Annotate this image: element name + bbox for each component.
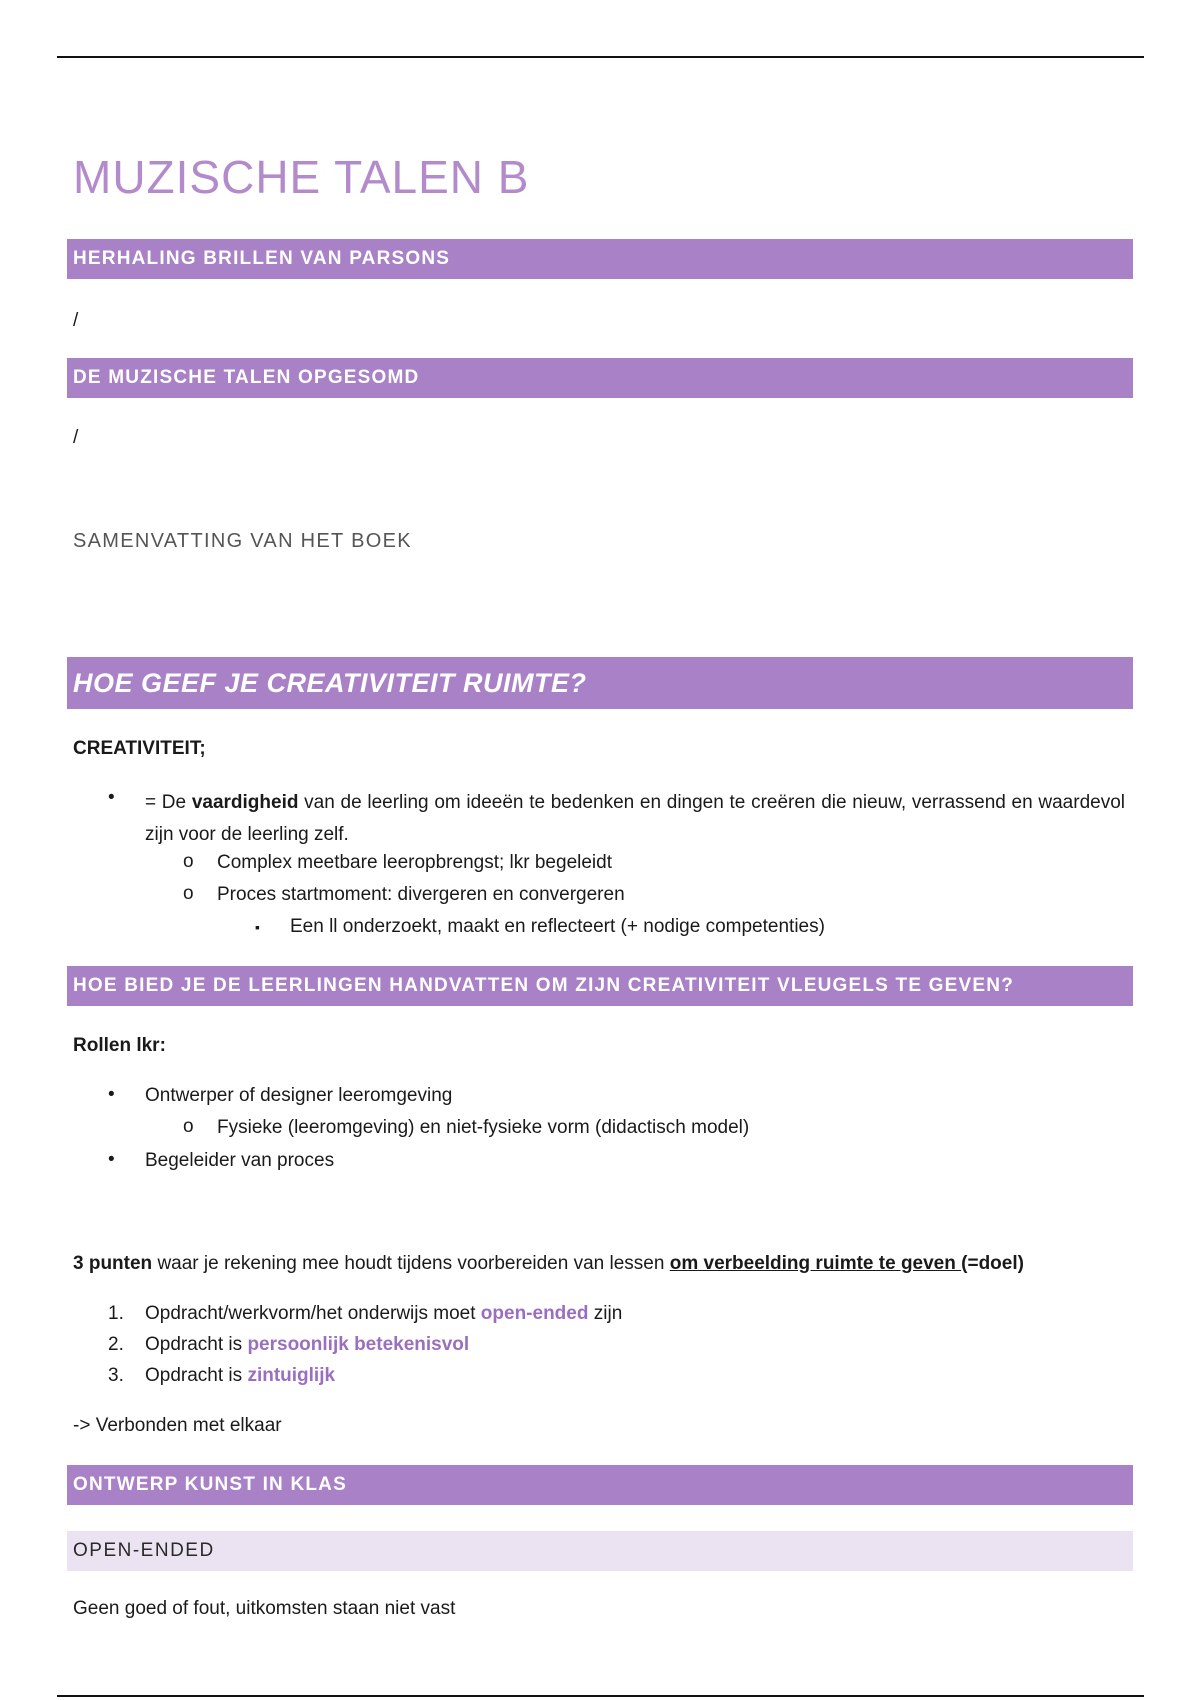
opgesomd-body: / <box>73 427 79 448</box>
bullet-circle-icon: o <box>183 851 194 872</box>
creativiteit-sub-1: Complex meetbare leeropbrengst; lkr begeleidt <box>217 852 612 873</box>
rollen-label-text: Rollen lkr: <box>73 1035 166 1056</box>
punten-num-3: 3. <box>108 1365 124 1386</box>
punten-item-1-highlight: open-ended <box>480 1303 589 1324</box>
heading-brillen: HERHALING BRILLEN VAN PARSONS <box>67 239 1133 279</box>
bullet-circle-icon: o <box>183 1116 194 1137</box>
bullet-square-icon: ▪ <box>255 919 260 935</box>
punten-underlined: om verbeelding ruimte te geven <box>669 1253 962 1274</box>
creativiteit-label-text: CREATIVITEIT; <box>73 738 206 759</box>
rollen-label <box>73 1034 166 1058</box>
punten-item-2 <box>145 1333 469 1357</box>
punten-item-2-highlight: persoonlijk betekenisvol <box>247 1334 470 1355</box>
creativiteit-definition <box>145 787 1125 851</box>
rollen-item-1: Ontwerper of designer leeromgeving <box>145 1085 453 1106</box>
punten-item-1 <box>145 1302 622 1326</box>
punten-mid: waar je rekening mee houdt tijdens voorbereiden van lessen <box>152 1253 670 1274</box>
subtitle-samenvatting: SAMENVATTING VAN HET BOEK <box>73 530 412 552</box>
bullet-disc-icon: • <box>108 1084 115 1105</box>
heading-opgesomd: DE MUZISCHE TALEN OPGESOMD <box>67 358 1133 398</box>
def-bold: vaardigheid <box>191 792 299 813</box>
def-pre: = De <box>145 792 192 813</box>
rollen-item-2: Begeleider van proces <box>145 1150 335 1171</box>
punten-num-1: 1. <box>108 1303 124 1324</box>
heading-creativiteit: HOE GEEF JE CREATIVITEIT RUIMTE? <box>67 657 1133 709</box>
creativiteit-subsub-1: Een ll onderzoekt, maakt en reflecteert (+ nodige competenties) <box>290 916 825 937</box>
openended-body: Geen goed of fout, uitkomsten staan niet vast <box>73 1598 456 1619</box>
rollen-item-1-sub: Fysieke (leeromgeving) en niet-fysieke vorm (didactisch model) <box>217 1117 750 1138</box>
verbonden-note: -> Verbonden met elkaar <box>73 1415 282 1436</box>
def-rest: van de leerling om ideeën te bedenken en dingen te creëren die nieuw, verrassend en waardevol zijn voor de leerling zelf. <box>145 792 1125 845</box>
brillen-body: / <box>73 310 79 331</box>
bullet-disc-icon: • <box>108 1149 115 1170</box>
punten-item-3 <box>145 1364 335 1388</box>
punten-bold: 3 punten <box>73 1253 153 1274</box>
punten-item-2-pre: Opdracht is <box>145 1334 248 1355</box>
punten-item-3-pre: Opdracht is <box>145 1365 248 1386</box>
creativiteit-sub-2: Proces startmoment: divergeren en convergeren <box>217 884 625 905</box>
bullet-disc-icon: • <box>108 787 115 808</box>
punten-item-1-pre: Opdracht/werkvorm/het onderwijs moet <box>145 1303 481 1324</box>
heading-handvatten: HOE BIED JE DE LEERLINGEN HANDVATTEN OM ZIJN CREATIVITEIT VLEUGELS TE GEVEN? <box>67 966 1133 1006</box>
punten-num-2: 2. <box>108 1334 124 1355</box>
punten-item-1-post: zijn <box>588 1303 623 1324</box>
punten-end: (=doel) <box>961 1253 1024 1274</box>
bottom-rule <box>57 1695 1144 1697</box>
punten-intro <box>73 1252 1024 1276</box>
heading-ontwerp: ONTWERP KUNST IN KLAS <box>67 1465 1133 1505</box>
punten-item-3-highlight: zintuiglijk <box>247 1365 336 1386</box>
page-title: MUZISCHE TALEN B <box>73 151 530 203</box>
top-rule <box>57 56 1144 58</box>
heading-openended: OPEN-ENDED <box>67 1531 1133 1571</box>
bullet-circle-icon: o <box>183 883 194 904</box>
creativiteit-label <box>73 737 206 761</box>
